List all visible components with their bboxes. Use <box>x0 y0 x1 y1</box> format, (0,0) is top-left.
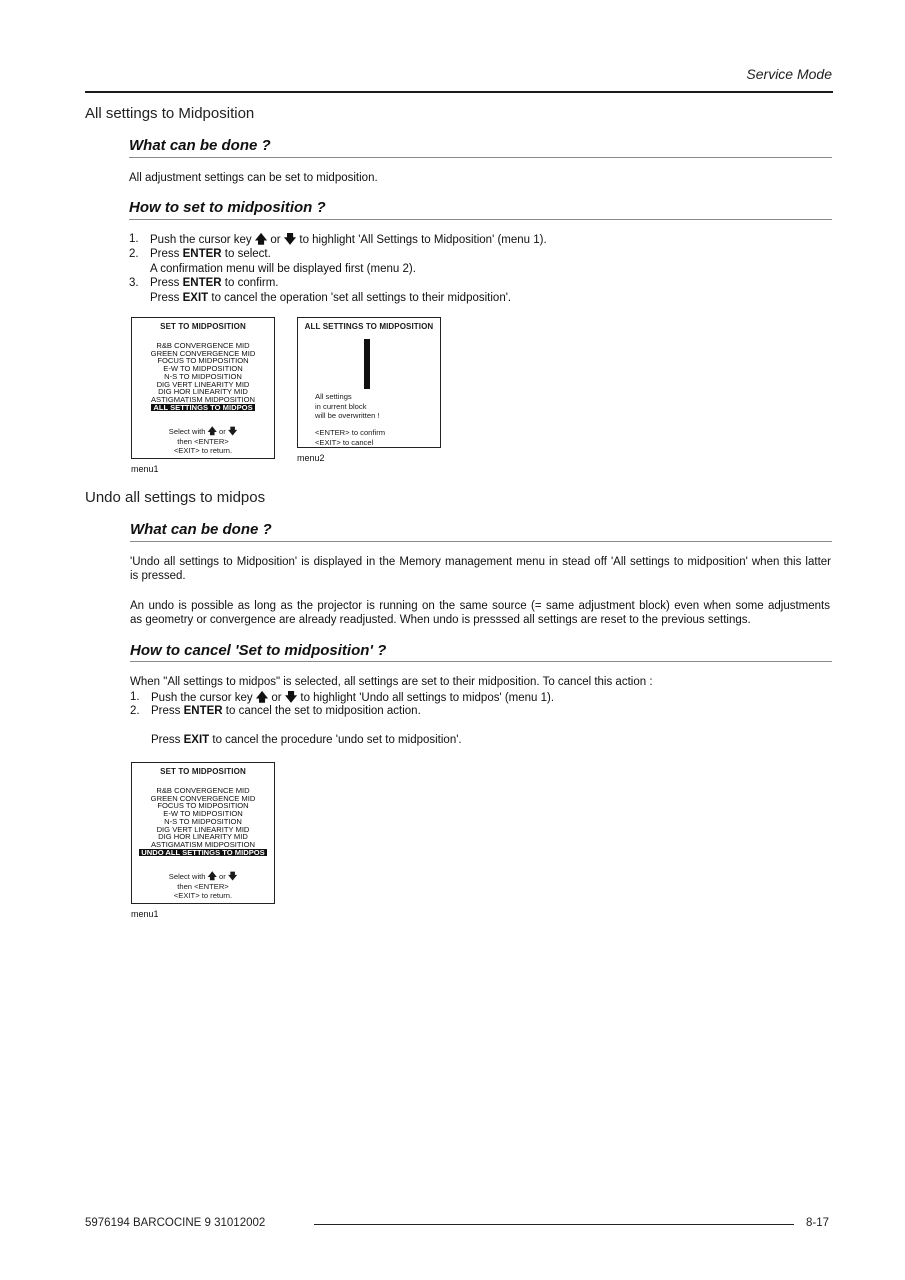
step-text: to highlight 'All Settings to Midposition' (menu 1). <box>299 234 547 246</box>
menu-title: SET TO MIDPOSITION <box>160 767 246 776</box>
warning-line: will be overwritten ! <box>315 411 380 420</box>
arrow-down-icon: 🡇 <box>284 690 298 704</box>
step-text: Press <box>151 705 181 717</box>
undo-paragraph-1-line-2: is pressed. <box>130 570 186 582</box>
menu-item[interactable]: DIG VERT LINEARITY MID <box>156 379 250 389</box>
menu-item[interactable]: DIG HOR LINEARITY MID <box>158 387 248 397</box>
menu-item[interactable]: R&B CONVERGENCE MID <box>156 786 250 795</box>
step-number: 2. <box>130 705 140 717</box>
instruction-text: or <box>219 427 226 436</box>
arrow-down-icon: 🡇 <box>227 871 238 881</box>
menu-item-list <box>132 342 274 411</box>
step-text: to confirm. <box>224 277 279 289</box>
step-text: or <box>271 692 282 704</box>
menu-item[interactable]: E-W TO MIDPOSITION <box>163 809 243 819</box>
menu-item[interactable]: N-S TO MIDPOSITION <box>164 371 242 381</box>
menu1-undo-caption: menu1 <box>131 909 159 919</box>
warning-line: in current block <box>315 401 367 411</box>
menu-item[interactable]: GREEN CONVERGENCE MID <box>150 348 256 358</box>
cancel-line: <EXIT> to cancel <box>315 437 374 447</box>
menu-item[interactable]: FOCUS TO MIDPOSITION <box>157 356 249 366</box>
menu-item[interactable]: FOCUS TO MIDPOSITION <box>157 801 249 811</box>
step-text: Press <box>150 292 180 304</box>
step-text: Push the cursor key <box>151 692 253 704</box>
enter-key-label: ENTER <box>183 705 223 717</box>
warning-line: All settings <box>315 392 352 401</box>
menu-item-selected[interactable]: ALL SETTINGS TO MIDPOS <box>153 402 253 412</box>
step-number: 2. <box>129 248 139 260</box>
arrow-up-icon: 🡅 <box>207 426 217 436</box>
arrow-up-icon: 🡅 <box>207 871 217 881</box>
step-text: A confirmation menu will be displayed first (menu 2). <box>150 263 416 275</box>
menu1-undo-screen <box>131 762 275 904</box>
document-id: 5976194 BARCOCINE 9 31012002 <box>85 1217 266 1229</box>
footer-divider <box>314 1224 794 1225</box>
menu2-caption: menu2 <box>297 453 325 463</box>
intro-text: When "All settings to midpos" is selected, all settings are set to their midposition. To cancel this action : <box>130 676 653 688</box>
step-number: 3. <box>129 277 139 289</box>
step-text: to cancel the procedure 'undo set to midposition'. <box>212 734 462 746</box>
instruction-text: Select with <box>168 427 206 436</box>
menu1-screen <box>131 317 275 459</box>
step-text: Press <box>150 277 180 289</box>
exit-key-label: EXIT <box>182 292 209 304</box>
heading-underline <box>130 541 832 542</box>
undo-paragraph-1-line-1: 'Undo all settings to Midposition' is displayed in the Memory management menu in stead off 'All settings to midposition' when this latter <box>130 556 831 568</box>
menu-item-list <box>132 787 274 856</box>
confirm-instructions <box>315 428 385 447</box>
step-number: 1. <box>130 691 140 703</box>
arrow-up-icon: 🡅 <box>254 232 268 246</box>
step-text: or <box>270 234 281 246</box>
step-text: to cancel the operation 'set all settings to their midposition'. <box>211 292 512 304</box>
menu-title: SET TO MIDPOSITION <box>160 322 246 331</box>
confirm-line: <ENTER> to confirm <box>315 428 386 437</box>
menu1-caption: menu1 <box>131 464 159 474</box>
instruction-text: or <box>219 872 226 881</box>
arrow-down-icon: 🡇 <box>283 232 297 246</box>
instruction-text: then <ENTER> <box>177 436 229 446</box>
menu-instructions <box>132 427 274 456</box>
menu-item-selected[interactable]: UNDO ALL SETTINGS TO MIDPOS <box>141 847 265 857</box>
menu-item[interactable]: GREEN CONVERGENCE MID <box>150 793 256 803</box>
section-title-undo: Undo all settings to midpos <box>85 489 266 506</box>
arrow-up-icon: 🡅 <box>255 690 269 704</box>
arrow-down-icon: 🡇 <box>227 426 238 436</box>
page-header-title: Service Mode <box>746 66 832 82</box>
instruction-text: <EXIT> to return. <box>173 446 233 455</box>
warning-text <box>315 392 380 421</box>
how-to-cancel-heading: How to cancel 'Set to midposition' ? <box>130 642 387 659</box>
step-text: to select. <box>224 248 271 260</box>
menu-item[interactable]: E-W TO MIDPOSITION <box>163 364 243 374</box>
page-number: 8-17 <box>806 1217 830 1229</box>
menu-item[interactable]: ASTIGMATISM MIDPOSITION <box>150 839 256 849</box>
menu-item[interactable]: ASTIGMATISM MIDPOSITION <box>150 394 256 404</box>
undo-paragraph-2-line-1: An undo is possible as long as the projector is running on the same source (= same adjustment block) even when some adjustments <box>130 600 830 612</box>
step-text: Push the cursor key <box>150 234 252 246</box>
exclamation-icon <box>364 339 370 389</box>
step-text: to cancel the set to midposition action. <box>225 705 421 717</box>
menu-item[interactable]: N-S TO MIDPOSITION <box>164 816 242 826</box>
menu-instructions <box>132 872 274 901</box>
how-to-set-heading: How to set to midposition ? <box>129 199 326 216</box>
instruction-text: <EXIT> to return. <box>173 891 233 900</box>
header-divider <box>85 91 833 93</box>
cancel-intro <box>130 675 653 690</box>
what-can-be-done-heading: What can be done ? <box>130 521 272 538</box>
exit-key-label: EXIT <box>183 734 210 746</box>
step-text: Press <box>151 734 181 746</box>
menu-item[interactable]: DIG VERT LINEARITY MID <box>156 824 250 834</box>
enter-key-label: ENTER <box>182 277 222 289</box>
menu2-screen <box>297 317 441 448</box>
section-title-midposition: All settings to Midposition <box>85 105 255 122</box>
step-number: 1. <box>129 233 139 245</box>
menu-title: ALL SETTINGS TO MIDPOSITION <box>304 322 434 331</box>
heading-underline <box>129 157 832 158</box>
undo-paragraph-2-line-2: as geometry or convergence are already readjusted. When undo is presssed all settings are reset to the previous settings. <box>130 614 751 626</box>
menu-item[interactable]: R&B CONVERGENCE MID <box>156 341 250 350</box>
what-can-be-done-heading: What can be done ? <box>129 137 271 154</box>
step-text: to highlight 'Undo all settings to midpos' (menu 1). <box>300 692 555 704</box>
instruction-text: Select with <box>168 872 206 881</box>
instruction-text: then <ENTER> <box>177 881 229 891</box>
heading-underline <box>129 219 832 220</box>
step-text: Press <box>150 248 180 260</box>
enter-key-label: ENTER <box>182 248 222 260</box>
what-can-be-done-text: All adjustment settings can be set to midposition. <box>129 172 378 184</box>
heading-underline <box>130 661 832 662</box>
menu-item[interactable]: DIG HOR LINEARITY MID <box>158 832 248 842</box>
